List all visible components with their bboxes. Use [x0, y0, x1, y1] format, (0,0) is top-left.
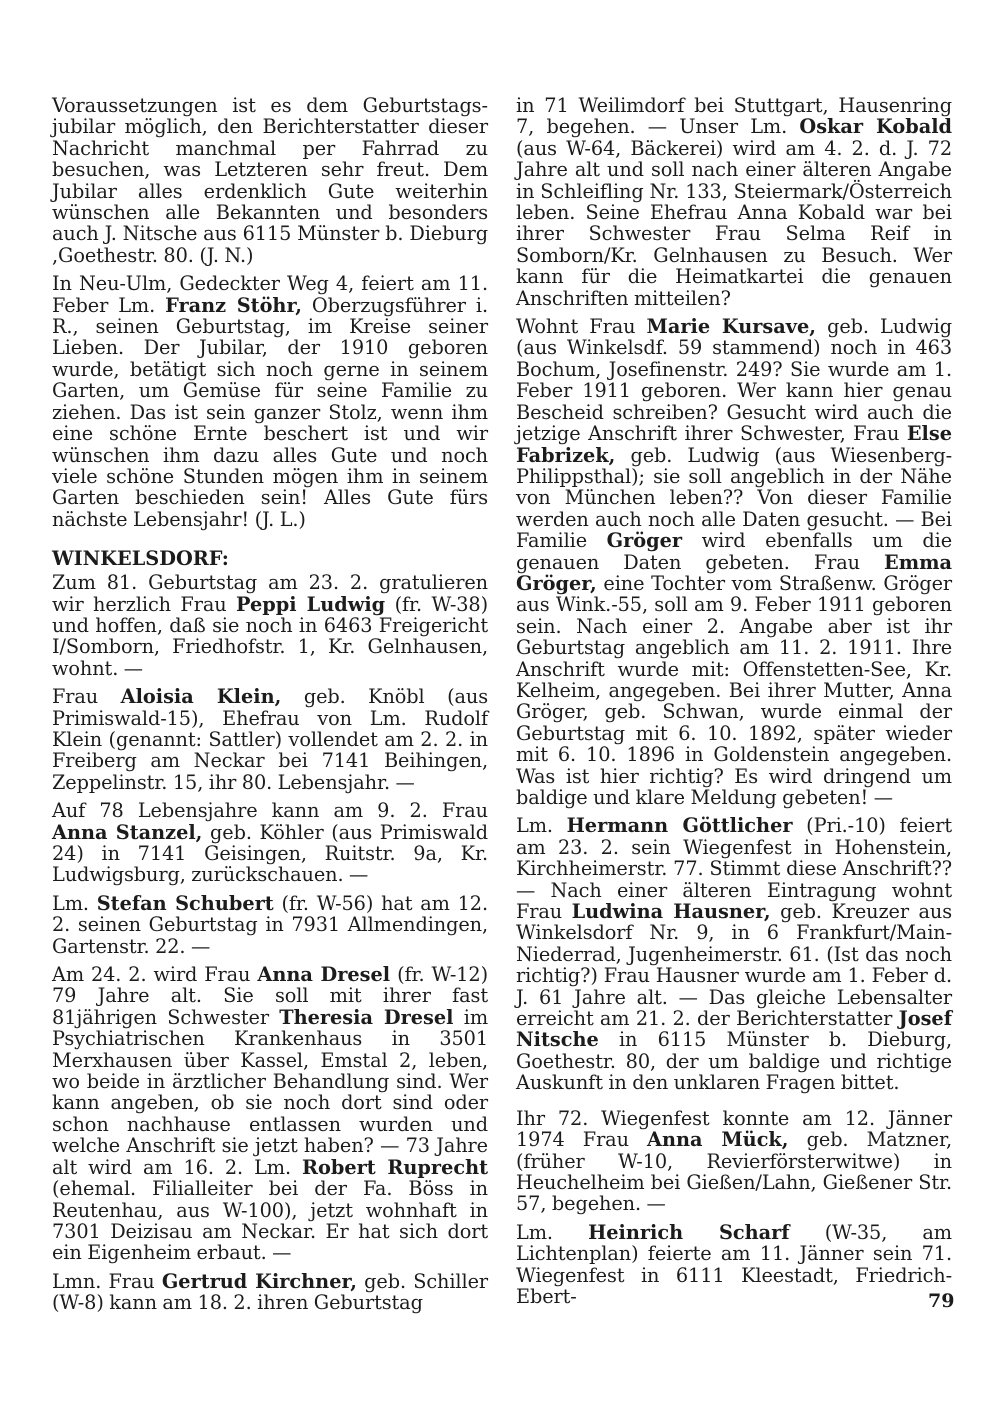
text-run: Wohnt Frau	[516, 315, 647, 339]
person-name: Hermann Göttlicher	[566, 814, 793, 838]
text-run: (Pri.-10) feiert am 23. 2. sein Wiegenfest in Hohenstein, Kirchheimerstr. 77. Stimmt diese Anschrift?? — Nach einer älteren Eintragung wohnt Frau	[516, 814, 953, 924]
person-name: Else Fabrizek,	[516, 422, 952, 467]
paragraph-stefan-schubert	[52, 893, 488, 957]
text-run: (ehemal. Filialleiter bei der Fa. Böss in Reutenhau, aus W-100), jetzt wohnhaft in 7301 Deizisau am Neckar. Er hat sich dort ein Eigenheim erbaut. —	[52, 1177, 488, 1265]
person-name: Franz Stöhr,	[165, 293, 302, 317]
right-column	[516, 94, 955, 1314]
text-run: Lmn. Frau	[52, 1269, 162, 1293]
paragraph-heinrich-scharf	[516, 1222, 952, 1308]
text-run: geb. Ludwig (aus Winkelsdf. 59 stammend) noch in 463 Bochum, Josefinenstr. 249? Sie wurde am 1. Feber 1911 geboren. Wer kann hier genau Bescheid schreiben? Gesucht wird auch die jetzige Anschrift ihrer Schwester, Frau	[516, 315, 952, 446]
text-run: Voraussetzungen ist es dem Geburtstagsjubilar möglich, den Berichterstatter dieser Nachricht manchmal per Fahrrad zu besuchen, was Letzteren sehr freut. Dem Jubilar alles erdenklich Gute weiterhin wünschen alle Bekannten und besonders auch J. Nitsche aus 6115 Münster b. Dieburg ,Goethestr. 80. (J. N.)	[52, 94, 488, 267]
text-run: Am 24. 2. wird Frau	[52, 963, 258, 987]
page-number: 79	[928, 1290, 955, 1312]
paragraph-oskar-kobald	[516, 95, 952, 309]
text-run: (aus W-64, Bäckerei) wird am 4. 2. d. J. 72 Jahre alt und soll nach einer älteren Angabe in Schleifling Nr. 133, Steiermark/Österreich leben. Seine Ehefrau Anna Kobald war bei ihrer Schwester Frau Selma Reif in Somborn/Kr. Gelnhausen zu Besuch. Wer kann für die Heimatkartei die genauen Anschriften mitteilen?	[516, 136, 952, 310]
text-run: (fr. W-38) und hoffen, daß sie noch in 6463 Freigericht I/Somborn, Friedhofstr. 1, Kr. Gelnhausen, wohnt. —	[52, 592, 489, 680]
text-run: wird ebenfalls um die genauen Daten gebeten. Frau	[516, 529, 952, 574]
left-column	[52, 95, 488, 1321]
text-run: Lm.	[52, 891, 97, 915]
person-name: Heinrich Scharf	[588, 1220, 790, 1244]
text-run: in 6115 Münster b. Dieburg, Goethestr. 80, der um baldige und richtige Auskunft in den unklaren Fragen bittet.	[516, 1028, 952, 1095]
person-name: Oskar Kobald	[799, 115, 952, 139]
paragraph-marie-kursave	[516, 316, 952, 808]
person-name: Aloisia Klein,	[120, 685, 282, 709]
text-run: (W-35, am Lichtenplan) feierte am 11. Jänner sein 71. Wiegenfest in 6111 Kleestadt, Friedrich-Ebert-	[516, 1220, 952, 1308]
person-name: Marie Kursave,	[646, 315, 816, 339]
text-run: eine Tochter vom Straßenw. Gröger aus Wink.-55, soll am 9. Feber 1911 geboren sein. Nach einer 2. Angabe aber ist ihr Geburtstag angeblich am 11. 2. 1911. Ihre Anschrift wurde mit: Offenstetten-See, Kr. Kelheim, angegeben. Bei ihrer Mutter, Anna Gröger, geb. Schwan, wurde einmal der Geburtstag mit 6. 10. 1892, später wieder mit 6. 10. 1896 in Goldenstein angegeben. Was ist hier richtig? Es wird dringend um baldige und klare Meldung gebeten! —	[516, 571, 952, 809]
paragraph-hermann-goettlicher	[516, 815, 952, 1093]
text-run: (fr. W-12) 79 Jahre alt. Sie soll mit ihrer fast 81jährigen Schwester	[52, 963, 489, 1029]
paragraph-peppi-ludwig	[52, 572, 488, 679]
text-run: geb. Knöbl (aus Primiswald-15), Ehefrau von Lm. Rudolf Klein (genannt: Sattler) vollendet am 2. 2. in Freiberg am Neckar bei 7141 Beihingen, Zeppelinstr. 15, ihr 80. Lebensjahr. —	[52, 685, 489, 794]
paragraph-anna-dresel	[52, 964, 488, 1264]
text-run: Ihr 72. Wiegenfest konnte am 12. Jänner 1974 Frau	[516, 1106, 952, 1152]
text-run: Lm.	[516, 1220, 589, 1244]
text-run: Oberzugsführer i. R., seinen Geburtstag, im Kreise seiner Lieben. Der Jubilar, der 1910 geboren wurde, betätigt sich noch gerne in seinem Garten, um Gemüse für seine Familie zu ziehen. Das ist sein ganzer Stolz, wenn ihm eine schöne Ernte beschert ist und wir wünschen ihm dazu alles Gute und noch viele schöne Stunden mögen ihm in seinem Garten beschieden sein! Alles Gute fürs nächste Lebensjahr! (J. L.)	[52, 293, 488, 531]
text-run: geb. Schiller (W-8) kann am 18. 2. ihren Geburtstag	[52, 1269, 488, 1315]
paragraph-gertrud-kirchner	[52, 1271, 488, 1314]
person-name: Ludwina Hausner,	[571, 900, 771, 924]
text-run: (fr. W-56) hat am 12. 2. seinen Geburtstag in 7931 Allmendingen, Gartenstr. 22. —	[52, 891, 488, 958]
text-run: geb. Köhler (aus Primiswald 24) in 7141 Geisingen, Ruitstr. 9a, Kr. Ludwigsburg, zurückschauen. —	[52, 820, 488, 887]
text-run: geb. Matzner, (früher W-10, Revierförsterwitwe) in Heuchelheim bei Gießen/Lahn, Gießener Str. 57, begehen. —	[516, 1128, 952, 1216]
text-run: geb. Kreuzer aus Winkelsdorf Nr. 9, in 6 Frankfurt/Main-Niederrad, Jugenheimerstr. 61. (Ist das noch richtig?) Frau Hausner wurde am 1. Feber d. J. 61 Jahre alt. — Das gleiche Lebensalter erreicht am 21. 2. der Berichterstatter	[516, 900, 952, 1031]
person-name: Robert Ruprecht	[302, 1155, 488, 1179]
text-run: In Neu-Ulm, Gedeckter Weg 4, feiert am 11. Feber Lm.	[52, 272, 488, 317]
person-name: Gröger	[606, 529, 683, 553]
text-run: geb. Ludwig (aus Wiesenberg-Philippsthal); sie soll angeblich in der Nähe von München leben?? Von dieser Familie werden auch noch alle Daten gesucht. — Bei Familie	[516, 443, 952, 553]
person-name: Josef Nitsche	[516, 1007, 952, 1052]
person-name: Gertrud Kirchner,	[161, 1269, 357, 1293]
text-run: Auf 78 Lebensjahre kann am 9. 2. Frau	[52, 799, 488, 823]
text-run: Lm.	[516, 814, 567, 838]
paragraph-birthday-jubilar-nitsche	[52, 95, 488, 266]
text-run: Zum 81. Geburtstag am 23. 2. gratulieren wir herzlich Frau	[52, 571, 488, 616]
person-name: Emma Gröger,	[516, 550, 952, 595]
paragraph-neu-ulm-stoehr	[52, 273, 488, 530]
text-run: Frau	[52, 685, 121, 709]
person-name: Anna Stanzel,	[52, 820, 203, 844]
paragraph-anna-stanzel	[52, 800, 488, 886]
person-name: Stefan Schubert	[96, 891, 274, 915]
person-name: Anna Mück,	[647, 1128, 789, 1152]
paragraph-anna-mueck	[516, 1108, 952, 1215]
section-heading-winkelsdorf: WINKELSDORF:	[52, 547, 229, 571]
person-name: Anna Dresel	[257, 963, 391, 987]
person-name: Peppi Ludwig	[236, 592, 386, 616]
text-run: im Psychiatrischen Krankenhaus in 3501 Merxhausen über Kassel, Emstal 2, leben, wo beide in ärztlicher Behandlung sind. Wer kann angeben, ob sie noch dort sind oder schon nachhause entlassen wurden und welche Anschrift sie jetzt haben? — 73 Jahre alt wird am 16. 2. Lm.	[52, 1005, 489, 1179]
text-run: in 71 Weilimdorf bei Stuttgart, Hausenring 7, begehen. — Unser Lm.	[516, 94, 952, 139]
paragraph-aloisia-klein	[52, 686, 488, 793]
person-name: Theresia Dresel	[279, 1005, 454, 1029]
